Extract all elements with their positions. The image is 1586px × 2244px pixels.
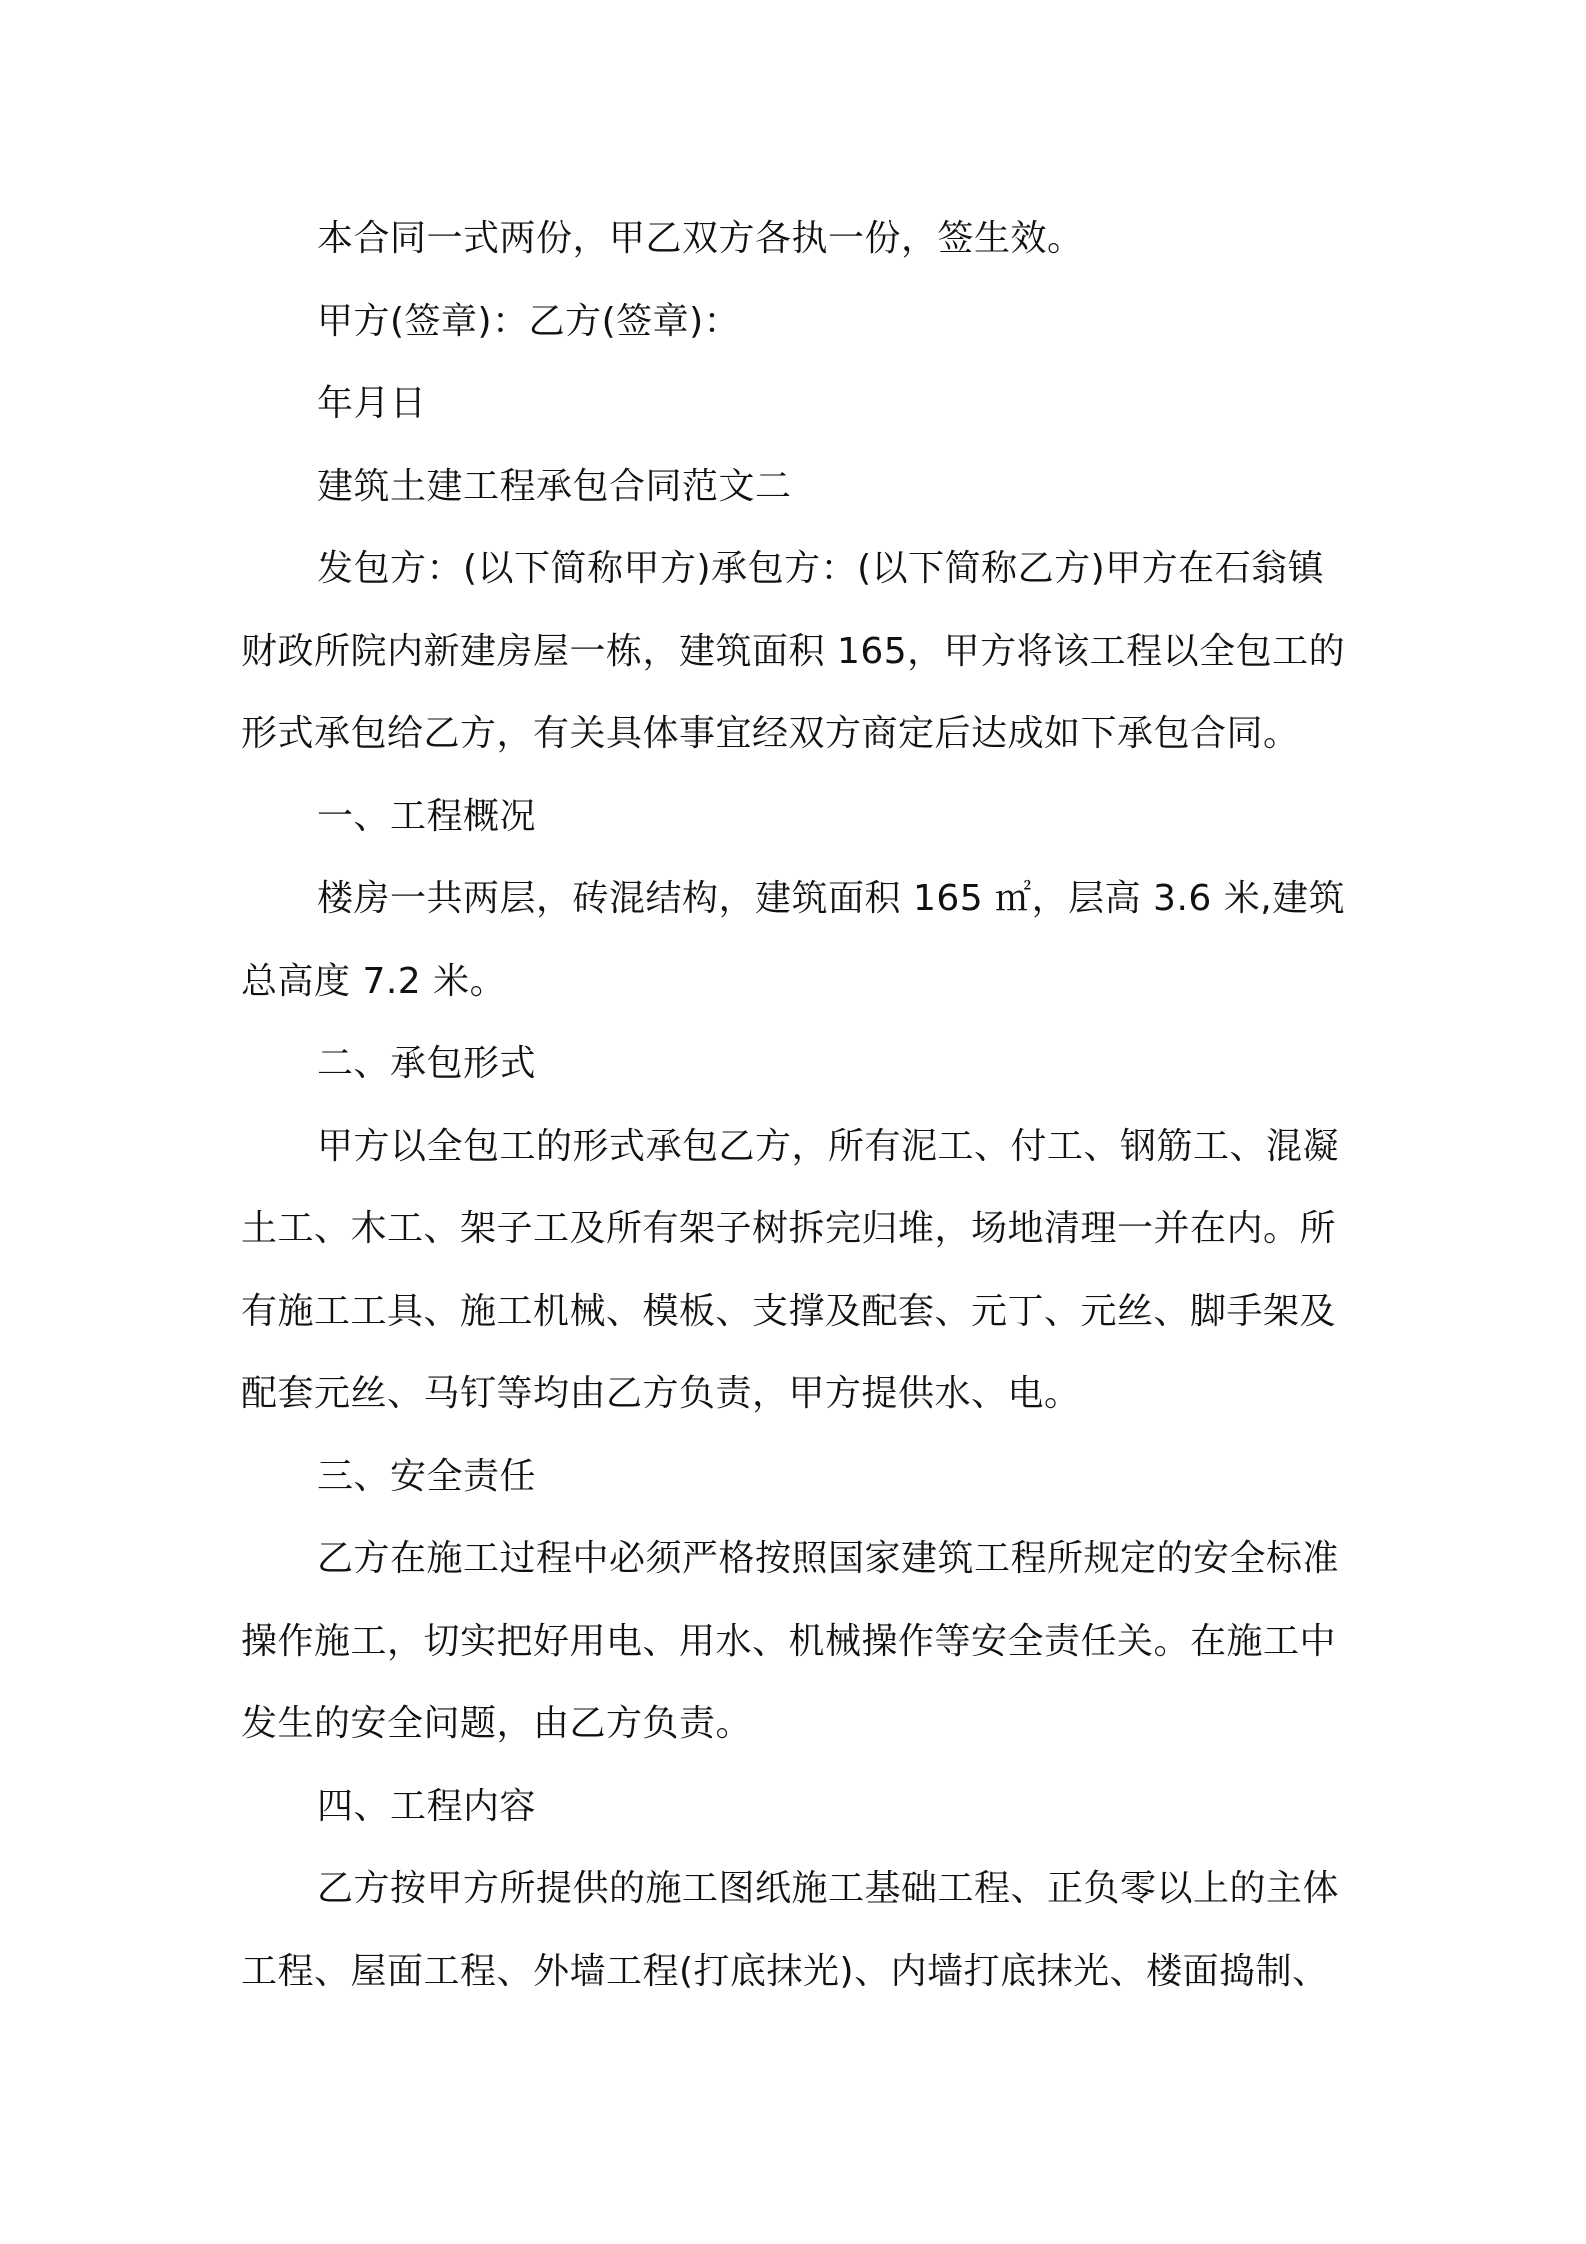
paragraph-overview: 楼房一共两层，砖混结构，建筑面积 165 ㎡，层高 3.6 米,建筑总高度 7.2 米。 <box>241 878 1346 1002</box>
paragraph-date: 年月日 <box>317 383 427 424</box>
paragraph-content: 乙方按甲方所提供的施工图纸施工基础工程、正负零以上的主体工程、屋面工程、外墙工程(打底抹光)、内墙打底抹光、楼面捣制、 <box>241 1868 1340 1992</box>
paragraph-parties: 发包方：(以下简称甲方)承包方：(以下简称乙方)甲方在石翁镇财政所院内新建房屋一栋，建筑面积 165，甲方将该工程以全包工的形式承包给乙方，有关具体事宜经双方商定后达成如下承包合同。 <box>241 548 1346 754</box>
section-heading-contract-form: 二、承包形式 <box>317 1043 537 1084</box>
paragraph-copies-clause: 本合同一式两份，甲乙双方各执一份，签生效。 <box>317 218 1084 259</box>
paragraph-signatures: 甲方(签章)：乙方(签章)： <box>317 300 741 342</box>
document-body <box>241 198 1356 2013</box>
section-heading-content: 四、工程内容 <box>317 1785 537 1827</box>
paragraph-contract-form: 甲方以全包工的形式承包乙方，所有泥工、付工、钢筋工、混凝土工、木工、架子工及所有架子树拆完归堆，场地清理一并在内。所有施工工具、施工机械、模板、支撑及配套、元丁、元丝、脚手架及配套元丝、马钉等均由乙方负责，甲方提供水、电。 <box>241 1125 1340 1414</box>
section-heading-safety: 三、安全责任 <box>317 1455 537 1497</box>
document-title: 建筑土建工程承包合同范文二 <box>317 465 792 507</box>
section-heading-overview: 一、工程概况 <box>317 795 537 837</box>
paragraph-safety: 乙方在施工过程中必须严格按照国家建筑工程所规定的安全标准操作施工，切实把好用电、用水、机械操作等安全责任关。在施工中发生的安全问题，由乙方负责。 <box>241 1538 1340 1744</box>
